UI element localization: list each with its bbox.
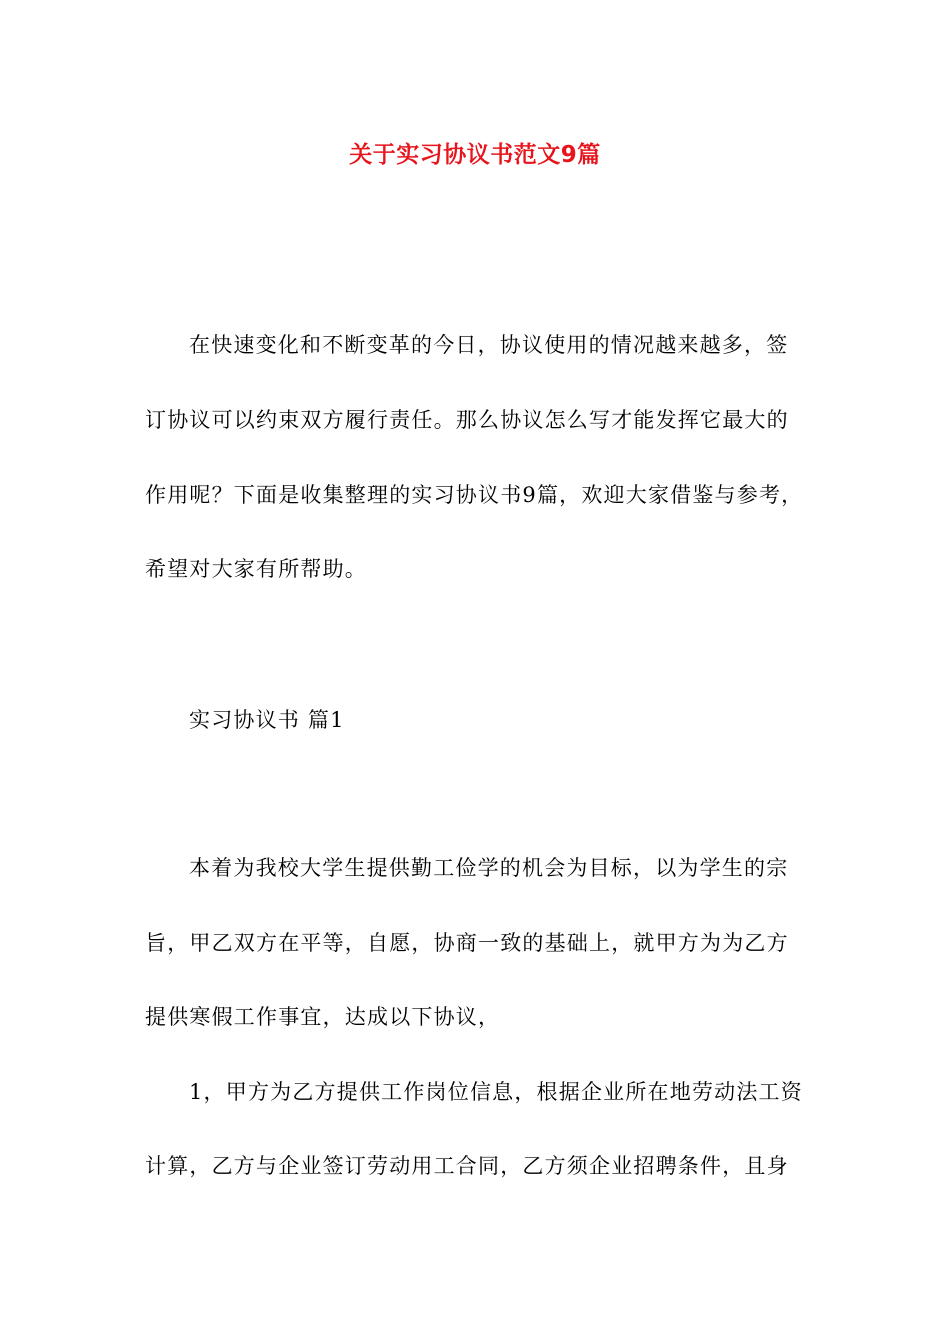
body-line: 计算，乙方与企业签订劳动用工合同，乙方须企业招聘条件，且身 <box>145 1154 789 1178</box>
section-heading: 实习协议书 篇1 <box>189 708 345 732</box>
body-line: 提供寒假工作事宜，达成以下协议， <box>145 1005 501 1029</box>
body-line: 1，甲方为乙方提供工作岗位信息，根据企业所在地劳动法工资 <box>189 1080 803 1104</box>
body-line: 旨，甲乙双方在平等，自愿，协商一致的基础上，就甲方为为乙方 <box>145 931 789 955</box>
intro-line: 在快速变化和不断变革的今日，协议使用的情况越来越多，签 <box>189 333 789 357</box>
document-title: 关于实习协议书范文9篇 <box>349 142 601 168</box>
intro-line: 作用呢？下面是收集整理的实习协议书9篇，欢迎大家借鉴与参考， <box>145 483 804 507</box>
intro-line: 希望对大家有所帮助。 <box>145 557 367 581</box>
intro-line: 订协议可以约束双方履行责任。那么协议怎么写才能发挥它最大的 <box>145 408 789 432</box>
body-line: 本着为我校大学生提供勤工俭学的机会为目标，以为学生的宗 <box>189 856 789 880</box>
